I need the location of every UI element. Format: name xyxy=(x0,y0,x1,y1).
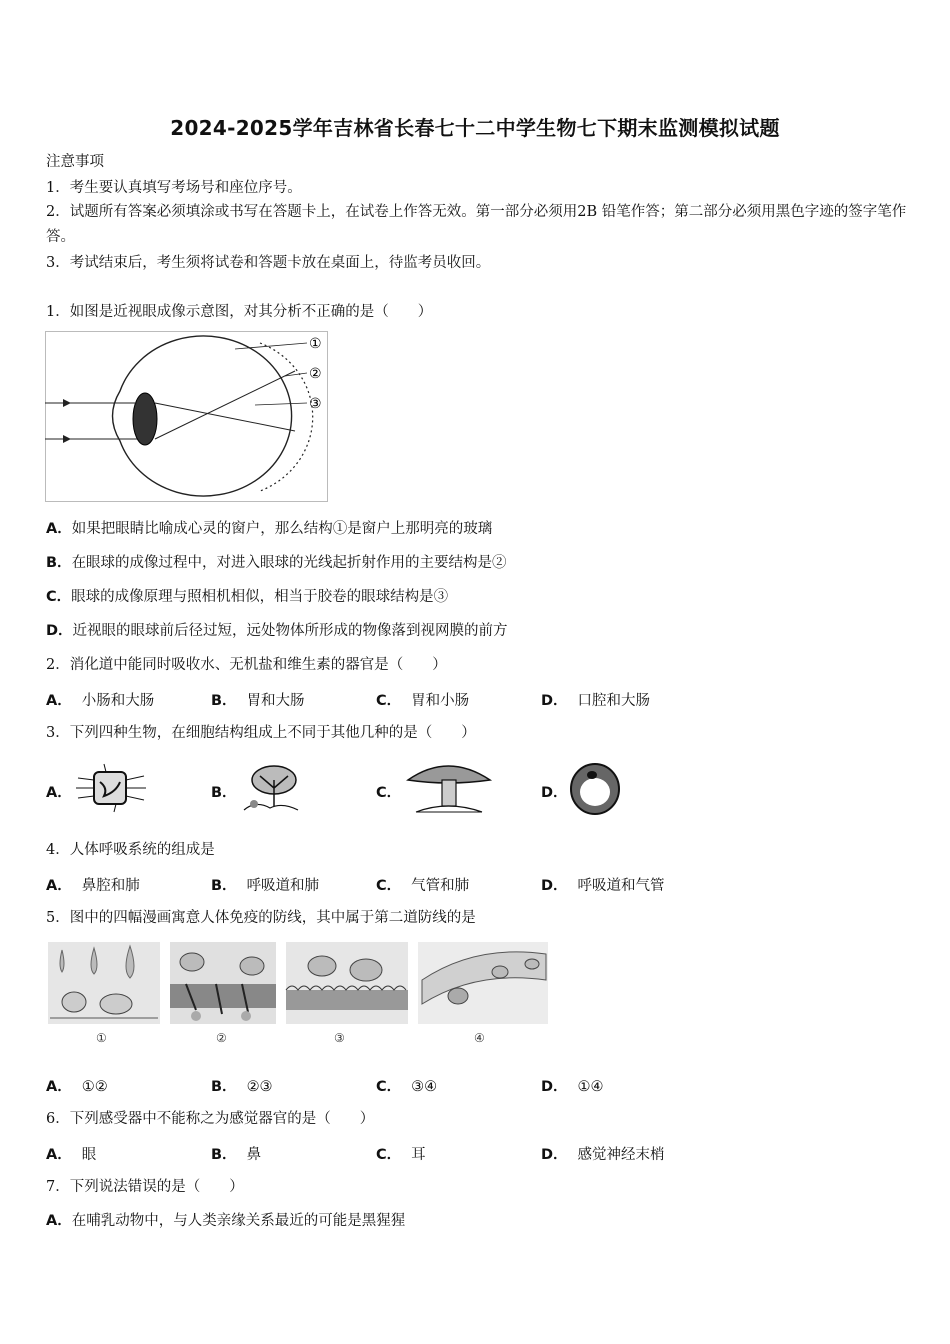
question-5-stem: 5．图中的四幅漫画寓意人体免疫的防线，其中属于第二道防线的是 xyxy=(46,910,476,926)
arrow-icon xyxy=(63,435,71,443)
panel-label-2: ② xyxy=(216,1031,227,1045)
q1-option-d: D．近视眼的眼球前后径过短，远处物体所形成的物像落到视网膜的前方 xyxy=(46,623,508,639)
page-title: 2024-2025学年吉林省长春七十二中学生物七下期末监测模拟试题 xyxy=(170,116,780,140)
q3-option-c-label: C． xyxy=(376,785,402,801)
myopia-eye-diagram xyxy=(45,331,329,503)
cartoon-panel-1 xyxy=(48,942,160,1024)
notice-item: 1．考生要认真填写考场号和座位序号。 xyxy=(46,180,302,196)
yeast-cell-image xyxy=(568,762,622,816)
q6-option-b: B． 鼻 xyxy=(211,1147,262,1163)
q6-option-c: C． 耳 xyxy=(376,1147,426,1163)
mushroom-image xyxy=(402,758,494,816)
q5-option-c: C． ③④ xyxy=(376,1079,438,1095)
label-3: ③ xyxy=(309,396,322,412)
q4-option-d: D． 呼吸道和气管 xyxy=(541,878,665,894)
q2-option-a: A． 小肠和大肠 xyxy=(46,693,155,709)
q4-option-a: A． 鼻腔和肺 xyxy=(46,878,140,894)
q3-option-a-label: A． xyxy=(46,785,72,801)
panel-label-4: ④ xyxy=(474,1031,485,1045)
notice-item: 3．考试结束后，考生须将试卷和答题卡放在桌面上，待监考员收回。 xyxy=(46,255,491,271)
notice-item: 2．试题所有答案必须填涂或书写在答题卡上，在试卷上作答无效。第一部分必须用2B 铅笔作答；第二部分必须用黑色字迹的签字笔作答。 xyxy=(46,204,907,245)
q3-option-b-label: B． xyxy=(211,785,237,801)
question-4-stem: 4．人体呼吸系统的组成是 xyxy=(46,842,215,858)
q5-option-b: B． ②③ xyxy=(211,1079,273,1095)
question-7-stem: 7．下列说法错误的是（ ） xyxy=(46,1179,244,1195)
q2-option-d: D． 口腔和大肠 xyxy=(541,693,651,709)
label-1: ① xyxy=(309,336,322,352)
question-2-stem: 2．消化道中能同时吸收水、无机盐和维生素的器官是（ ） xyxy=(46,657,447,673)
question-3-stem: 3．下列四种生物，在细胞结构组成上不同于其他几种的是（ ） xyxy=(46,725,476,741)
cartoon-panel-4 xyxy=(418,942,548,1024)
label-2: ② xyxy=(309,366,322,382)
immunity-cartoon-panels xyxy=(46,940,550,1050)
q2-option-b: B． 胃和大肠 xyxy=(211,693,305,709)
q3-option-d-label: D． xyxy=(541,785,568,801)
q6-option-a: A． 眼 xyxy=(46,1147,97,1163)
bacterium-image xyxy=(74,762,154,814)
q7-option-a: A．在哺乳动物中，与人类亲缘关系最近的可能是黑猩猩 xyxy=(46,1213,406,1229)
q1-option-c: C．眼球的成像原理与照相机相似，相当于胶卷的眼球结构是③ xyxy=(46,589,449,605)
arrow-icon xyxy=(63,399,71,407)
cartoon-panel-2 xyxy=(170,942,276,1024)
q1-option-a: A．如果把眼睛比喻成心灵的窗户，那么结构①是窗户上那明亮的玻璃 xyxy=(46,521,493,537)
fern-plant-image xyxy=(236,762,306,814)
cartoon-panel-3 xyxy=(286,942,408,1024)
question-6-stem: 6．下列感受器中不能称之为感觉器官的是（ ） xyxy=(46,1111,375,1127)
q4-option-b: B． 呼吸道和肺 xyxy=(211,878,320,894)
q5-option-d: D． ①④ xyxy=(541,1079,604,1095)
notice-heading: 注意事项 xyxy=(46,154,104,170)
q6-option-d: D． 感觉神经末梢 xyxy=(541,1147,665,1163)
panel-label-3: ③ xyxy=(334,1031,345,1045)
q5-option-a: A． ①② xyxy=(46,1079,108,1095)
panel-label-1: ① xyxy=(96,1031,107,1045)
q2-option-c: C． 胃和小肠 xyxy=(376,693,470,709)
q1-option-b: B．在眼球的成像过程中，对进入眼球的光线起折射作用的主要结构是② xyxy=(46,555,507,571)
question-1-stem: 1．如图是近视眼成像示意图，对其分析不正确的是（ ） xyxy=(46,304,433,320)
q4-option-c: C． 气管和肺 xyxy=(376,878,470,894)
